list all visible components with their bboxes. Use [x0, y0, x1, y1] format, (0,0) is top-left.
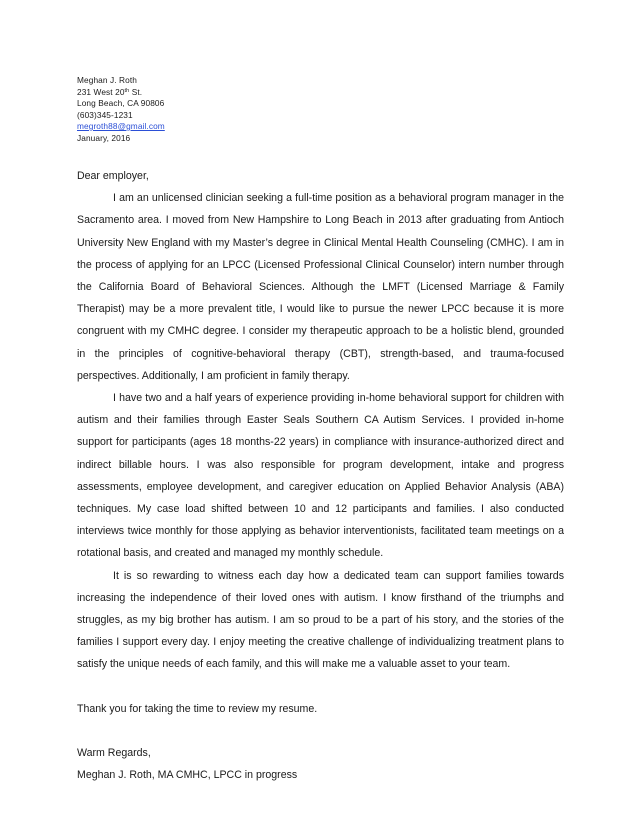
- sender-city: Long Beach, CA 90806: [77, 98, 165, 108]
- thank-you-line: Thank you for taking the time to review my resume.: [77, 702, 318, 715]
- sender-email-link[interactable]: megroth88@gmail.com: [77, 121, 165, 131]
- letter-date: January, 2016: [77, 132, 131, 143]
- signature: Meghan J. Roth, MA CMHC, LPCC in progress: [77, 769, 298, 782]
- paragraph-2: I have two and a half years of experience providing in-home behavioral support for children with autism and their families through Easter Seals Southern CA Autism Services. I provided in-home support for participants (ages 18 months-22 years) in compliance with insurance-authorized direct and indirect billable hours. I was also responsible for program development, intake and progress assessments, employee development, and caregiver education on Applied Behavior Analysis (ABA) techniques. My case load shifted between 10 and 12 participants and families. I also conducted interviews twice monthly for those applying as behavior interventionists, facilitated team meetings on a rotational basis, and created and managed my monthly schedule.: [77, 392, 564, 560]
- sender-phone: (603)345-1231: [77, 109, 133, 120]
- paragraph-3: It is so rewarding to witness each day how a dedicated team can support families towards increasing the independence of their loved ones with autism. I know firsthand of the triumphs and struggles, as my big brother has autism. I am so proud to be a part of his story, and the stories of the families I support every day. I enjoy meeting the creative challenge of individualizing treatment plans to satisfy the unique needs of each family, and this will make me a valuable asset to your team.: [77, 569, 564, 671]
- sender-header: [77, 75, 377, 144]
- sender-street: [77, 87, 377, 99]
- spacer: [77, 720, 564, 742]
- salutation: Dear employer,: [77, 170, 149, 182]
- street-number: 231 West 20: [77, 86, 125, 97]
- closing: Warm Regards,: [77, 747, 151, 760]
- street-ordinal: th: [124, 87, 130, 94]
- street-suffix: St.: [129, 86, 143, 97]
- paragraph-1: I am an unlicensed clinician seeking a full-time position as a behavioral program manager in the Sacramento area. I moved from New Hampshire to Long Beach in 2013 after graduating from Antioch University New England with my Master’s degree in Clinical Mental Health Counseling (CMHC). I am in the process of applying for an LPCC (Licensed Professional Clinical Counselor) intern number through the California Board of Behavioral Sciences. Although the LMFT (Licensed Marriage & Family Therapist) may be a more prevalent title, I would like to pursue the newer LPCC because it is more congruent with my CMHC degree. I consider my therapeutic approach to be a holistic blend, grounded in the principles of cognitive-behavioral therapy (CBT), strength-based, and trauma-focused perspectives. Additionally, I am proficient in family therapy.: [77, 192, 564, 382]
- letter-body: [77, 165, 564, 787]
- spacer: [77, 676, 564, 698]
- sender-name: Meghan J. Roth: [77, 75, 137, 85]
